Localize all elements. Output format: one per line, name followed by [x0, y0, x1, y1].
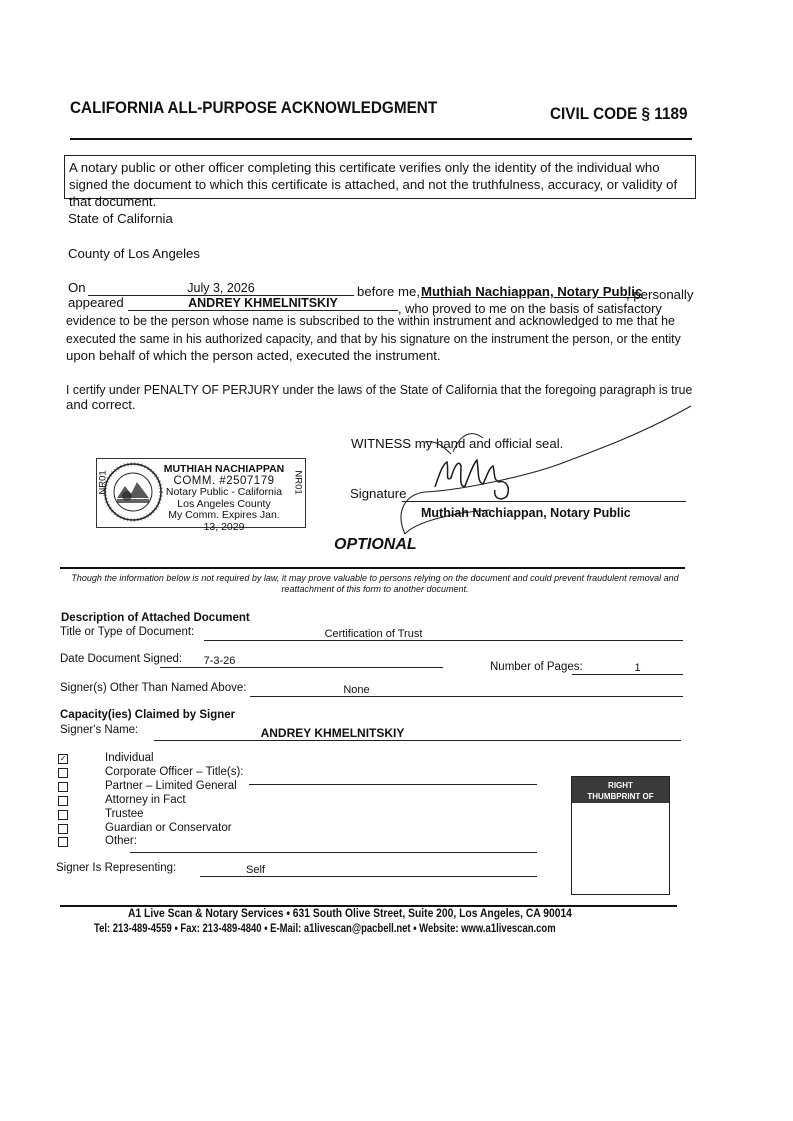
- seal-expiration: My Comm. Expires Jan. 13, 2029: [168, 509, 280, 533]
- appeared-signer-field: [128, 296, 398, 311]
- capacity-option-label: Trustee: [105, 808, 144, 820]
- pages-label: Number of Pages:: [490, 661, 583, 673]
- doc-title-field: [204, 628, 683, 641]
- form-title: [70, 98, 478, 118]
- seal-commission-number: COMM. #2507179: [173, 474, 275, 487]
- civil-code-label: [550, 104, 703, 124]
- other-signers-value: None: [343, 684, 370, 696]
- ack-line-4-text: executed the same in his authorized capacity, and that by his signature on the instrument the person, or the entity: [66, 331, 681, 346]
- certify-line-1: [66, 382, 739, 398]
- appeared-label: appeared: [68, 295, 124, 310]
- capacity-checkbox[interactable]: ✓: [59, 754, 67, 763]
- thumbprint-label-2: THUMBPRINT OF: [587, 792, 654, 801]
- pages-value: 1: [634, 662, 641, 674]
- certify-line-1-text: I certify under PENALTY OF PERJURY under the laws of the State of California that the foregoing paragraph is true: [66, 382, 693, 397]
- ack-date-field: [88, 281, 354, 296]
- capacity-checkbox[interactable]: [58, 796, 68, 806]
- signature-printed-name: Muthiah Nachiappan, Notary Public: [421, 506, 631, 520]
- signature-label: Signature: [350, 486, 407, 501]
- handwritten-signature: [395, 402, 695, 542]
- pages-field: [572, 662, 683, 675]
- capacity-option-label: Partner – Limited General: [105, 780, 237, 792]
- thumbprint-box: [571, 776, 670, 895]
- capacity-checkbox[interactable]: [58, 782, 68, 792]
- seal-side-code-right: NR01: [292, 470, 304, 495]
- civil-code-text: CIVIL CODE § 1189: [550, 104, 688, 123]
- thumbprint-header: [572, 777, 669, 803]
- capacity-option-label: Individual: [105, 752, 154, 764]
- ack-line-3-text: evidence to be the person whose name is subscribed to the within instrument and acknowledged to me that he: [66, 313, 675, 328]
- capacity-checkbox[interactable]: [58, 837, 68, 847]
- disclaimer-text: Though the information below is not required by law, it may prove valuable to persons relying on the document and could prevent fraudulent removal and reattachment of this form to another document.: [71, 573, 679, 594]
- representing-field: [200, 864, 537, 877]
- optional-rule: [60, 567, 685, 569]
- footer-line-2: [94, 921, 678, 935]
- venue-county: County of Los Angeles: [68, 246, 200, 261]
- state-seal-emblem: [103, 462, 163, 522]
- capacity-checkbox[interactable]: [58, 810, 68, 820]
- footer-line-1-text: A1 Live Scan & Notary Services • 631 South Olive Street, Suite 200, Los Angeles, CA 90014: [128, 906, 572, 920]
- capacity-option-label: Guardian or Conservator: [105, 822, 232, 834]
- signer-name-label: Signer's Name:: [60, 724, 139, 736]
- doc-date-field: [160, 655, 443, 668]
- signer-name-field: [154, 726, 681, 741]
- other-capacity-line: [130, 852, 537, 853]
- personally-label: , personally: [626, 287, 694, 302]
- other-signers-field: [250, 684, 683, 697]
- appeared-signer-value: ANDREY KHMELNITSKIY: [188, 296, 338, 310]
- ack-line-4: [66, 331, 727, 347]
- notice-text: A notary public or other officer completing this certificate verifies only the identity of the individual who signed the document to which this certificate is attached, and not the truthfulness, accuracy, or validity of that document.: [69, 160, 678, 209]
- doc-title-label: Title or Type of Document:: [60, 626, 195, 638]
- capacity-checkbox[interactable]: [58, 768, 68, 778]
- seal-side-code-left: NR01: [97, 470, 109, 495]
- notary-seal: [96, 458, 306, 533]
- certify-line-2: and correct.: [66, 397, 136, 412]
- proved-text-span: , who proved to me on the basis of satisfactory: [398, 301, 662, 316]
- signer-name-value: ANDREY KHMELNITSKIY: [260, 726, 405, 740]
- ack-line-5: upon behalf of which the person acted, executed the instrument.: [66, 348, 441, 363]
- capacity-heading: Capacity(ies) Claimed by Signer: [60, 709, 236, 721]
- other-signers-label: Signer(s) Other Than Named Above:: [60, 682, 247, 694]
- footer-line-1: [128, 906, 644, 920]
- before-me-label: before me,: [357, 284, 421, 299]
- notary-name-title: Muthiah Nachiappan, Notary Public: [421, 284, 643, 299]
- seal-county: Los Angeles County: [177, 497, 271, 510]
- representing-value: Self: [246, 864, 265, 876]
- thumbprint-label-1: RIGHT: [608, 781, 633, 790]
- footer-line-2-text: Tel: 213-489-4559 • Fax: 213-489-4840 • E-Mail: a1livescan@pacbell.net • Website: www.a1livescan.com: [94, 921, 556, 935]
- doc-date-value: 7-3-26: [203, 655, 236, 667]
- seal-notary-name: MUTHIAH NACHIAPPAN: [163, 463, 285, 475]
- notice-box: [64, 155, 696, 209]
- corporate-title-line: [249, 784, 537, 785]
- venue-state: State of California: [68, 211, 173, 226]
- seal-title: Notary Public - California: [165, 486, 283, 498]
- doc-date-label: Date Document Signed:: [60, 653, 183, 665]
- optional-heading: OPTIONAL: [334, 536, 417, 553]
- capacity-option-label: Other:: [105, 835, 137, 847]
- representing-label: Signer Is Representing:: [56, 862, 177, 874]
- attached-doc-heading: Description of Attached Document: [61, 612, 250, 624]
- ack-date-value: July 3, 2026: [187, 281, 255, 295]
- witness-text: WITNESS my hand and official seal.: [351, 436, 564, 451]
- header-rule: [70, 138, 692, 140]
- capacity-option-label: Attorney in Fact: [105, 794, 186, 806]
- form-title-text: CALIFORNIA ALL-PURPOSE ACKNOWLEDGMENT: [70, 98, 438, 117]
- capacity-checkbox[interactable]: [58, 824, 68, 834]
- ack-line-3: [66, 313, 710, 329]
- capacity-option-label: Corporate Officer – Title(s):: [105, 766, 244, 778]
- on-label: On: [68, 280, 86, 295]
- doc-title-value: Certification of Trust: [324, 628, 423, 640]
